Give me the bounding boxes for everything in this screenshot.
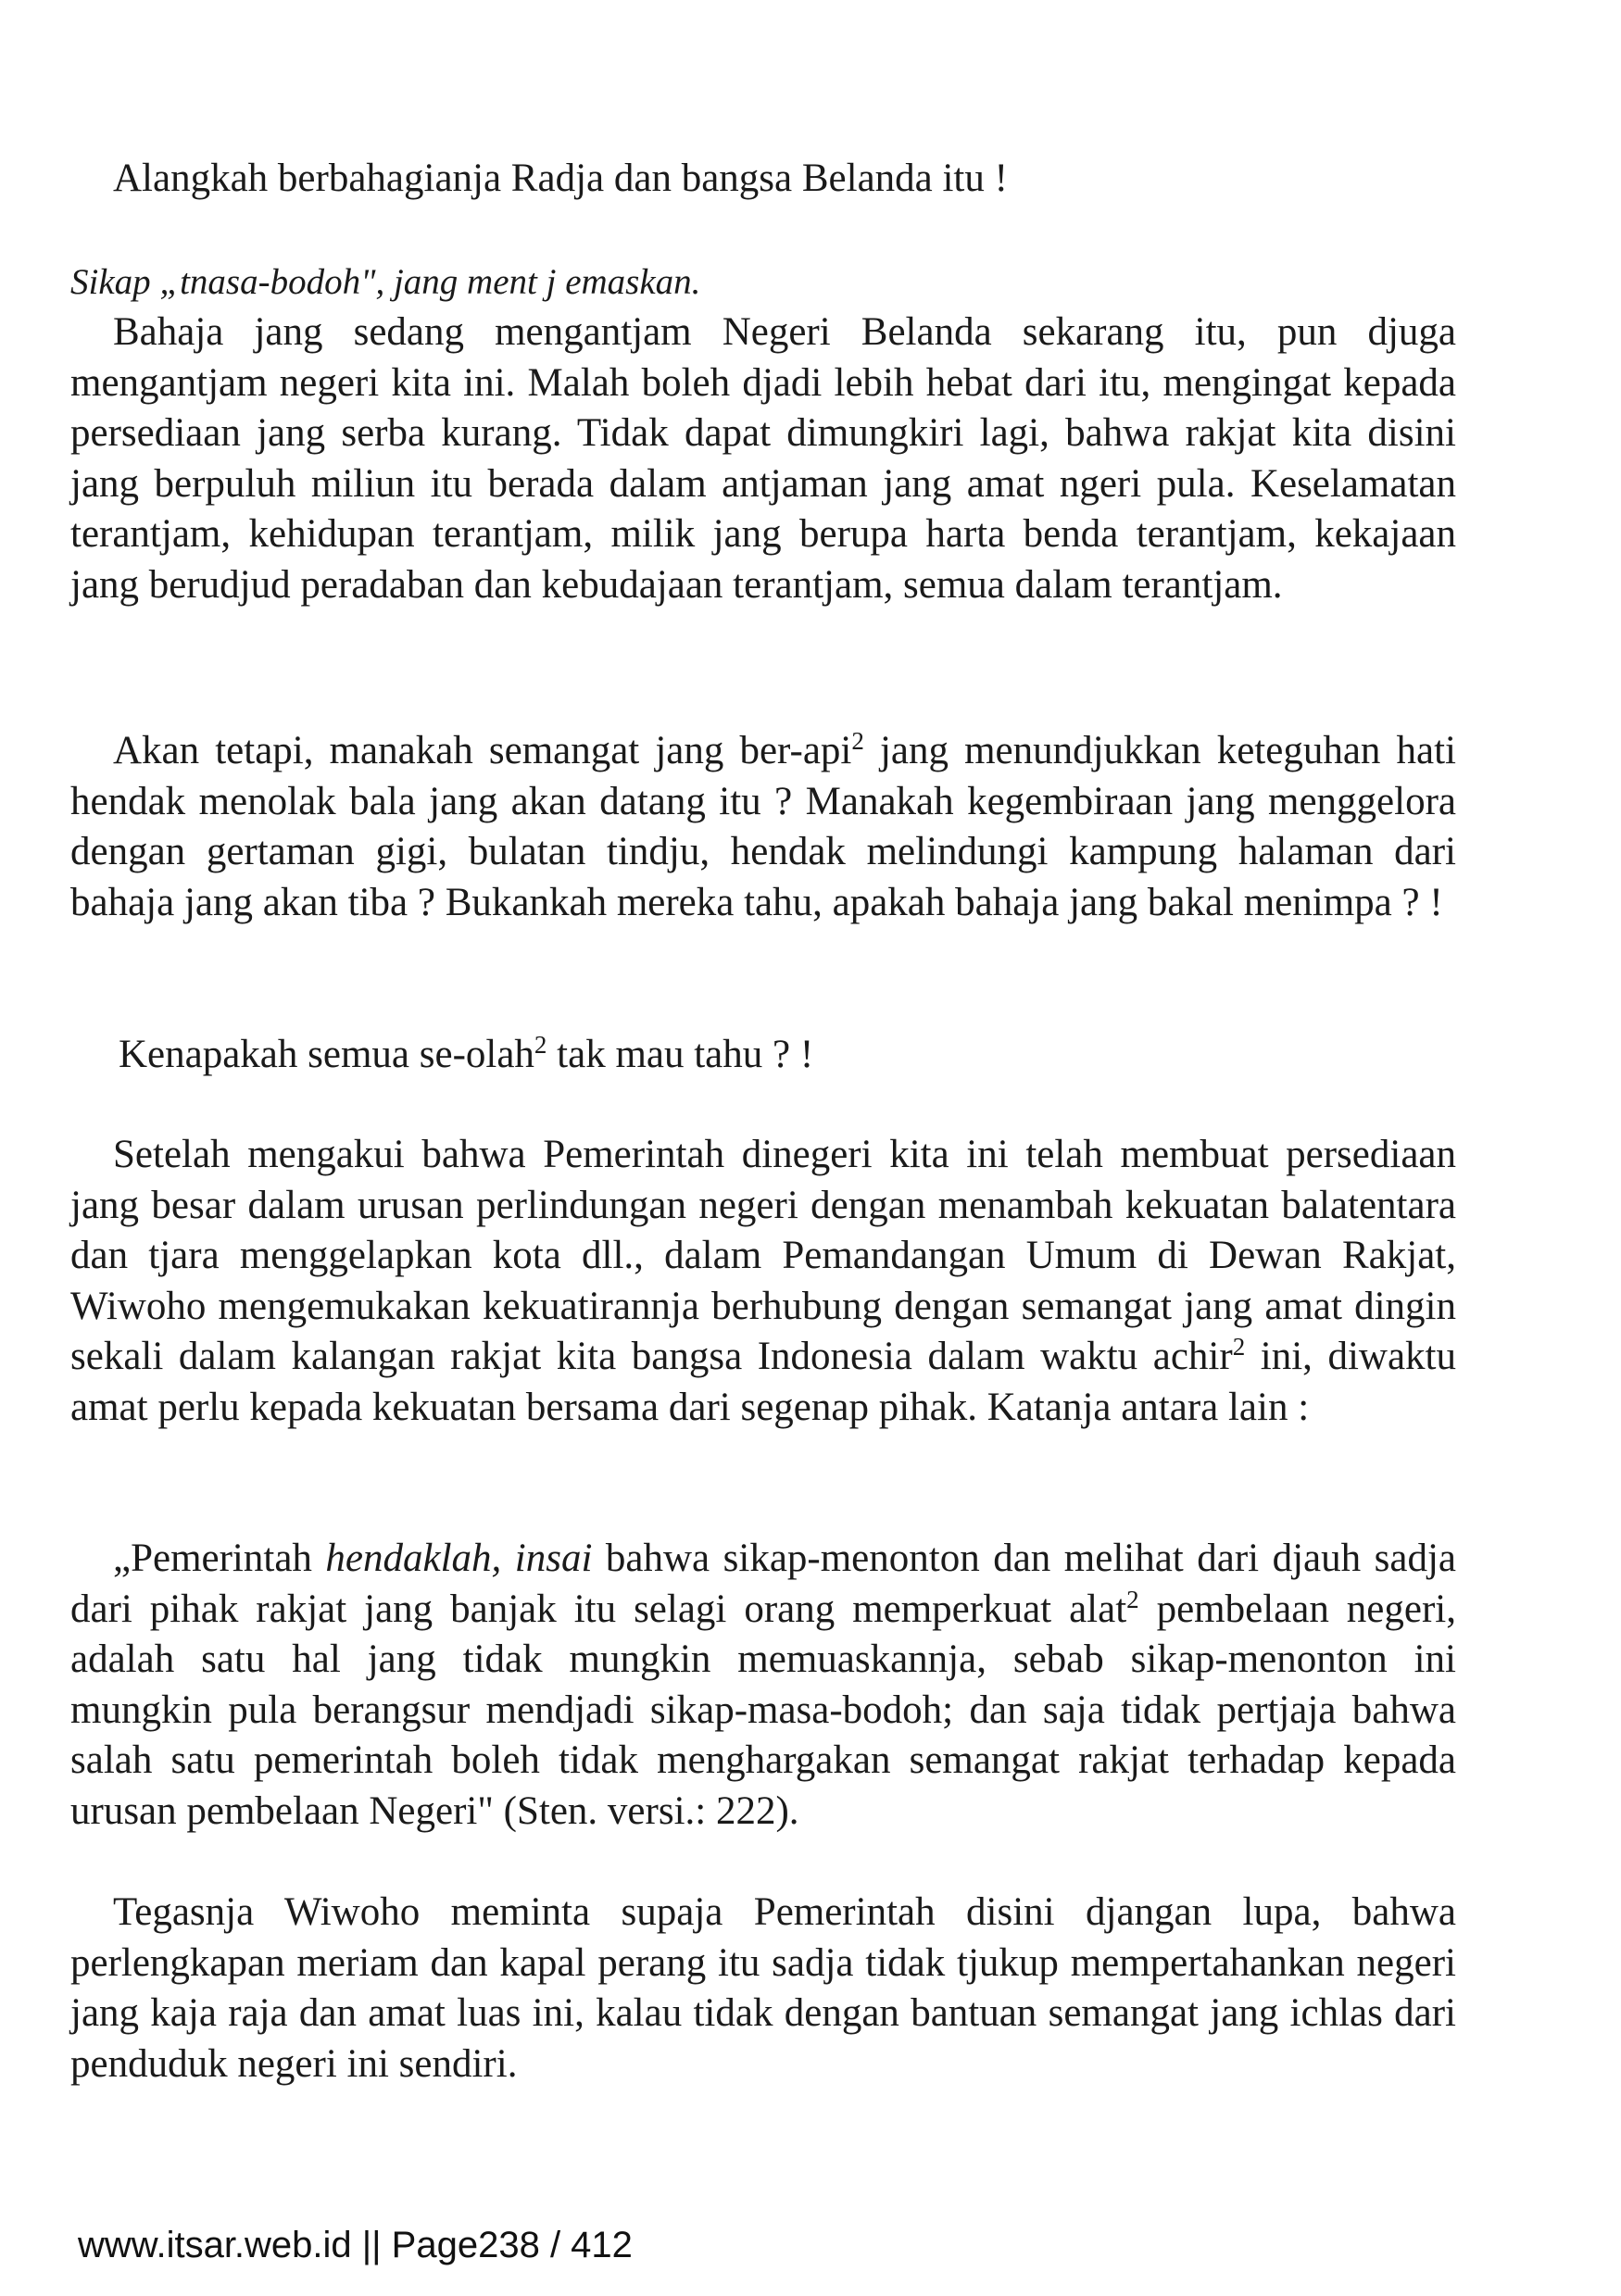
paragraph-danger: Bahaja jang sedang mengantjam Negeri Belanda sekarang itu, pun djuga mengantjam negeri kita ini. Malah boleh djadi lebih hebat dari itu, mengingat kepada persediaan jang serba kurang. Tidak dapat dimungkiri lagi, bahwa rakjat kita disini jang berpuluh miliun itu berada dalam antjaman jang amat ngeri pula. Keselamatan terantjam, kehidupan terantjam, milik jang berupa harta benda terantjam, kekajaan jang berudjud peradaban dan kebudajaan terantjam, semua dalam terantjam. [70,310,1456,607]
paragraph-question-text-a: Kenapakah semua se-olah [119,1033,534,1076]
quotation-paragraph [70,1534,1456,1838]
section-heading: Sikap „tnasa-bodoh", jang ment j emaskan. [70,262,701,302]
paragraph-conclusion: Tegasnja Wiwoho meminta supaja Pemerintah disini djangan lupa, bahwa perlengkapan meriam dan kapal perang itu sadja tidak tjukup mempertahankan negeri jang kaja raja dan amat luas ini, kalau tidak dengan bantuan semangat jang ichlas dari penduduk negeri ini sendiri. [70,1890,1456,2086]
repetition-mark: 2 [534,1031,547,1059]
paragraph-spirit-text-b: jang menundjukkan keteguhan hati hendak menolak bala jang akan datang itu ? Manakah kegembiraan jang menggelora dengan gertaman gigi, bulatan tindju, hendak melindungi kampung halaman dari bahaja jang akan tiba ? Bukankah mereka tahu, apakah bahaja jang bakal menimpa ? ! [70,729,1456,924]
paragraph-spirit-text-a: Akan tetapi, manakah semangat jang ber-api [113,729,852,772]
repetition-mark: 2 [1126,1585,1139,1613]
repetition-mark: 2 [851,727,864,755]
repetition-mark: 2 [1232,1333,1246,1361]
quotation-text-a: „Pemerintah [113,1537,326,1580]
book-page [70,0,1456,2296]
quotation-text-c: pembelaan negeri, adalah satu hal jang tidak mungkin memuaskannja, sebab sikap-menonton ini mungkin pula berangsur mendjadi sikap-masa-bodoh; dan saja tidak pertjaja bahwa salah satu pemerintah boleh tidak menghargakan semangat rakjat terhadap kepada urusan pembelaan Negeri" (Sten. versi.: 222). [70,1587,1456,1833]
opening-line: Alangkah berbahagianja Radja dan bangsa Belanda itu ! [113,157,1008,200]
paragraph-wiwoho-text-b: ini, diwaktu amat perlu kepada kekuatan bersama dari segenap pihak. Katanja antara lain : [70,1335,1456,1429]
paragraph-question [70,1030,1456,1081]
paragraph-spirit [70,726,1456,928]
page-footer: www.itsar.web.id || Page238 / 412 [78,2225,633,2265]
paragraph-wiwoho-text-a: Setelah mengakui bahwa Pemerintah dinegeri kita ini telah membuat persediaan jang besar dalam urusan perlindungan negeri dengan menambah kekuatan balatentara dan tjara menggelapkan kota dll., dalam Pemandangan Umum di Dewan Rakjat, Wiwoho mengemukakan kekuatirannja berhubung dengan semangat jang amat dingin sekali dalam kalangan rakjat kita bangsa Indonesia dalam waktu achir [70,1133,1456,1379]
quotation-text-b: bahwa sikap-menonton dan melihat dari djauh sadja dari pihak rakjat jang banjak itu selagi orang memperkuat alat [70,1537,1456,1631]
quotation-italic: hendaklah, insai [325,1537,593,1580]
paragraph-wiwoho [70,1130,1456,1434]
paragraph-question-text-b: tak mau tahu ? ! [547,1033,814,1076]
